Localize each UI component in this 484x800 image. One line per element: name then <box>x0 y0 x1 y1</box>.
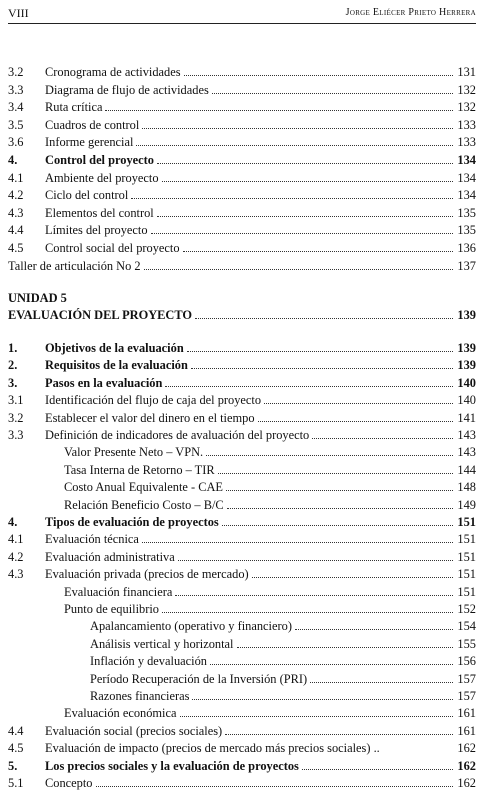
toc-entry-page: 151 <box>457 532 476 547</box>
toc-entry-page: 135 <box>457 205 476 220</box>
toc-entry-page: 139 <box>457 341 476 355</box>
toc-entry-title: Tasa Interna de Retorno – TIR <box>64 462 215 477</box>
toc-entry-title: Los precios sociales y la evaluación de proyectos <box>45 758 299 773</box>
toc-entry <box>8 705 476 721</box>
dot-leader <box>212 93 453 94</box>
toc-entry-title: Informe gerencial <box>45 135 134 150</box>
toc-entry-page: 133 <box>457 135 476 150</box>
toc-entry <box>8 584 476 600</box>
toc-entry-page: 162 <box>457 776 476 790</box>
toc-entry <box>8 671 476 687</box>
toc-entry-number: 4.3 <box>8 205 24 220</box>
toc-entry-title: Evaluación privada (precios de mercado) <box>45 567 249 582</box>
dot-leader <box>192 699 453 700</box>
dot-leader <box>183 251 453 252</box>
dot-leader <box>258 421 453 422</box>
toc-entry-title: Inflación y devaluación <box>90 654 207 669</box>
toc-entry-title: Control social del proyecto <box>45 241 180 255</box>
toc-entry <box>8 636 476 652</box>
toc-entry-page: 152 <box>457 602 476 616</box>
toc-entry-number: 4.4 <box>8 223 24 238</box>
toc-entry-title: Pasos en la evaluación <box>45 375 163 390</box>
toc-entry <box>8 357 476 373</box>
toc-entry-title: EVALUACIÓN DEL PROYECTO <box>8 308 193 322</box>
toc-entry <box>8 549 476 565</box>
dot-leader <box>175 595 453 596</box>
toc-entry-number: 4. <box>8 153 18 167</box>
toc-entry <box>8 205 476 221</box>
toc-entry-page: 139 <box>457 308 476 322</box>
toc-entry <box>8 462 476 478</box>
toc-entry-title: Evaluación técnica <box>45 532 139 547</box>
toc-entry-number: 3.6 <box>8 135 24 150</box>
toc-entry-page: 149 <box>457 497 476 512</box>
dot-leader <box>237 647 454 648</box>
toc-entry <box>8 258 476 274</box>
dot-leader <box>162 181 453 182</box>
toc-entry-page: 157 <box>457 689 476 703</box>
toc-entry-title: Evaluación de impacto (precios de mercado más precios sociales) .. <box>45 741 380 756</box>
toc-entry-page: 133 <box>457 117 476 132</box>
toc-entry-page: 136 <box>457 241 476 255</box>
toc-entry-page: 156 <box>457 654 476 669</box>
toc-entry-number: 3.2 <box>8 410 24 425</box>
toc-entry <box>8 187 476 203</box>
toc-entry-title: Ciclo del control <box>45 188 129 203</box>
toc-entry-page: 131 <box>457 65 476 79</box>
toc-entry-number: 2. <box>8 358 18 373</box>
toc-entry-title: Control del proyecto <box>45 153 154 167</box>
unit-heading <box>8 291 67 306</box>
toc-entry-page: 154 <box>457 619 476 634</box>
dot-leader <box>180 716 454 717</box>
toc-entry <box>8 82 476 98</box>
toc-entry-title: Establecer el valor del dinero en el tiempo <box>45 410 255 425</box>
toc-entry-page: 140 <box>457 393 476 408</box>
toc-entry <box>8 688 476 704</box>
toc-entry <box>8 427 476 443</box>
toc-entry-title: Ambiente del proyecto <box>45 170 159 185</box>
dot-leader <box>226 490 453 491</box>
toc-entry <box>8 340 476 356</box>
dot-leader <box>206 455 453 456</box>
dot-leader <box>144 269 453 270</box>
dot-leader <box>218 473 453 474</box>
toc-entry-page: 132 <box>457 82 476 97</box>
dot-leader <box>105 110 453 111</box>
toc-entry-title: Evaluación financiera <box>64 584 173 599</box>
toc-entry-page: 161 <box>457 723 476 738</box>
toc-entry-page: 151 <box>457 584 476 599</box>
toc-entry <box>8 531 476 547</box>
toc-entry-title: Valor Presente Neto – VPN. <box>64 445 204 460</box>
toc-entry-number: 4.4 <box>8 723 24 738</box>
toc-entry-page: 134 <box>457 153 476 167</box>
dot-leader <box>210 664 453 665</box>
toc-entry <box>8 758 476 774</box>
toc-entry-page: 162 <box>457 741 476 756</box>
toc-entry-title: Diagrama de flujo de actividades <box>45 82 209 97</box>
toc-entry-page: 143 <box>457 428 476 442</box>
dot-leader <box>142 128 453 129</box>
dot-leader <box>157 216 453 217</box>
toc-entry-number: 4.1 <box>8 170 24 185</box>
toc-entry-number: 4.2 <box>8 549 24 564</box>
toc-entry-number: 3.5 <box>8 117 24 132</box>
dot-leader <box>227 508 453 509</box>
toc-entry-number: 4.2 <box>8 188 24 203</box>
toc-entry-page: 140 <box>457 375 476 390</box>
dot-leader <box>157 163 453 164</box>
unit-label: UNIDAD 5 <box>8 291 67 305</box>
toc-entry <box>8 152 476 168</box>
dot-leader <box>165 386 453 387</box>
dot-leader <box>302 769 453 770</box>
toc-entry <box>8 618 476 634</box>
toc-entry <box>8 222 476 238</box>
toc-entry <box>8 117 476 133</box>
toc-entry-title: Límites del proyecto <box>45 223 148 238</box>
toc-entry-number: 3.4 <box>8 100 24 115</box>
header-rule <box>8 23 476 24</box>
toc-entry-page: 162 <box>457 758 476 773</box>
toc-entry-page: 151 <box>457 549 476 564</box>
toc-entry-title: Razones financieras <box>90 689 190 703</box>
toc-entry-page: 151 <box>457 567 476 582</box>
toc-entry-title: Cronograma de actividades <box>45 65 181 79</box>
toc-entry-title: Objetivos de la evaluación <box>45 341 184 355</box>
toc-entry-title: Evaluación social (precios sociales) <box>45 723 223 738</box>
toc-entry-number: 4.5 <box>8 241 24 255</box>
dot-leader <box>222 525 453 526</box>
toc-entry-page: 137 <box>457 258 476 273</box>
toc-entry-title: Tipos de evaluación de proyectos <box>45 515 219 529</box>
dot-leader <box>162 612 453 613</box>
dot-leader <box>136 145 453 146</box>
dot-leader <box>96 786 454 787</box>
toc-entry-page: 141 <box>457 410 476 425</box>
toc-entry-title: Relación Beneficio Costo – B/C <box>64 497 224 512</box>
toc-entry-title: Período Recuperación de la Inversión (PRI) <box>90 671 308 686</box>
toc-entry <box>8 307 476 323</box>
toc-entry-page: 157 <box>457 671 476 686</box>
toc-entry-number: 1. <box>8 341 18 355</box>
toc-entry <box>8 740 476 756</box>
author-name: Jorge Eliécer Prieto Herrera <box>345 7 476 18</box>
toc-entry-page: 155 <box>457 636 476 651</box>
toc-entry-title: Definición de indicadores de avaluación del proyecto <box>45 428 310 442</box>
toc-entry <box>8 514 476 530</box>
toc-entry <box>8 240 476 256</box>
toc-entry-page: 143 <box>457 445 476 460</box>
dot-leader <box>195 318 453 319</box>
toc-entry-page: 139 <box>457 358 476 373</box>
toc-entry-title: Concepto <box>45 776 93 790</box>
toc-entry-number: 5.1 <box>8 776 24 790</box>
toc-entry-number: 4.1 <box>8 532 24 547</box>
dot-leader <box>131 198 453 199</box>
toc-entry <box>8 601 476 617</box>
toc-entry-title: Elementos del control <box>45 205 154 220</box>
toc-entry <box>8 497 476 513</box>
toc-entry <box>8 134 476 150</box>
toc-entry-number: 3.3 <box>8 82 24 97</box>
dot-leader <box>252 577 453 578</box>
dot-leader <box>187 351 453 352</box>
toc-entry-title: Análisis vertical y horizontal <box>90 636 234 651</box>
dot-leader <box>310 682 453 683</box>
toc-entry-title: Evaluación administrativa <box>45 549 175 564</box>
toc-entry-title: Costo Anual Equivalente - CAE <box>64 480 223 495</box>
toc-entry-number: 3. <box>8 375 18 390</box>
dot-leader <box>184 75 453 76</box>
toc-entry-title: Ruta crítica <box>45 100 103 115</box>
toc-entry-page: 132 <box>457 100 476 115</box>
toc-entry-title: Evaluación económica <box>64 706 177 721</box>
toc-entry-page: 134 <box>457 170 476 185</box>
toc-entry <box>8 444 476 460</box>
dot-leader <box>295 629 453 630</box>
dot-leader <box>151 233 453 234</box>
toc-entry-title: Requisitos de la evaluación <box>45 358 188 373</box>
toc-entry-page: 144 <box>457 462 476 477</box>
page-number: VIII <box>8 6 29 20</box>
toc-entry <box>8 375 476 391</box>
toc-entry-number: 3.1 <box>8 393 24 408</box>
dot-leader <box>178 560 453 561</box>
toc-entry-title: Apalancamiento (operativo y financiero) <box>90 619 292 634</box>
toc-entry <box>8 170 476 186</box>
toc-entry <box>8 392 476 408</box>
toc-entry-page: 148 <box>457 480 476 495</box>
toc-entry-page: 151 <box>457 515 476 529</box>
toc-entry-page: 161 <box>457 706 476 721</box>
toc-entry-number: 5. <box>8 758 18 773</box>
toc-entry <box>8 410 476 426</box>
dot-leader <box>142 542 453 543</box>
toc-entry-number: 3.3 <box>8 428 24 442</box>
toc-entry-title: Punto de equilibrio <box>64 602 159 616</box>
toc-entry <box>8 479 476 495</box>
toc-entry <box>8 566 476 582</box>
toc-entry-title: Taller de articulación No 2 <box>8 258 141 273</box>
dot-leader <box>191 368 453 369</box>
toc-entry-number: 3.2 <box>8 65 24 79</box>
toc-entry <box>8 99 476 115</box>
dot-leader <box>225 734 453 735</box>
toc-entry-title: Identificación del flujo de caja del proyecto <box>45 393 262 408</box>
toc-entry-page: 134 <box>457 188 476 203</box>
toc-entry <box>8 775 476 791</box>
toc-entry <box>8 723 476 739</box>
toc-entry <box>8 64 476 80</box>
toc-entry-page: 135 <box>457 223 476 238</box>
toc-entry-title: Cuadros de control <box>45 117 140 132</box>
dot-leader <box>312 438 453 439</box>
dot-leader <box>264 403 453 404</box>
toc-entry-number: 4.3 <box>8 567 24 582</box>
toc-entry-number: 4. <box>8 515 18 529</box>
toc-entry <box>8 653 476 669</box>
toc-entry-number: 4.5 <box>8 741 24 756</box>
